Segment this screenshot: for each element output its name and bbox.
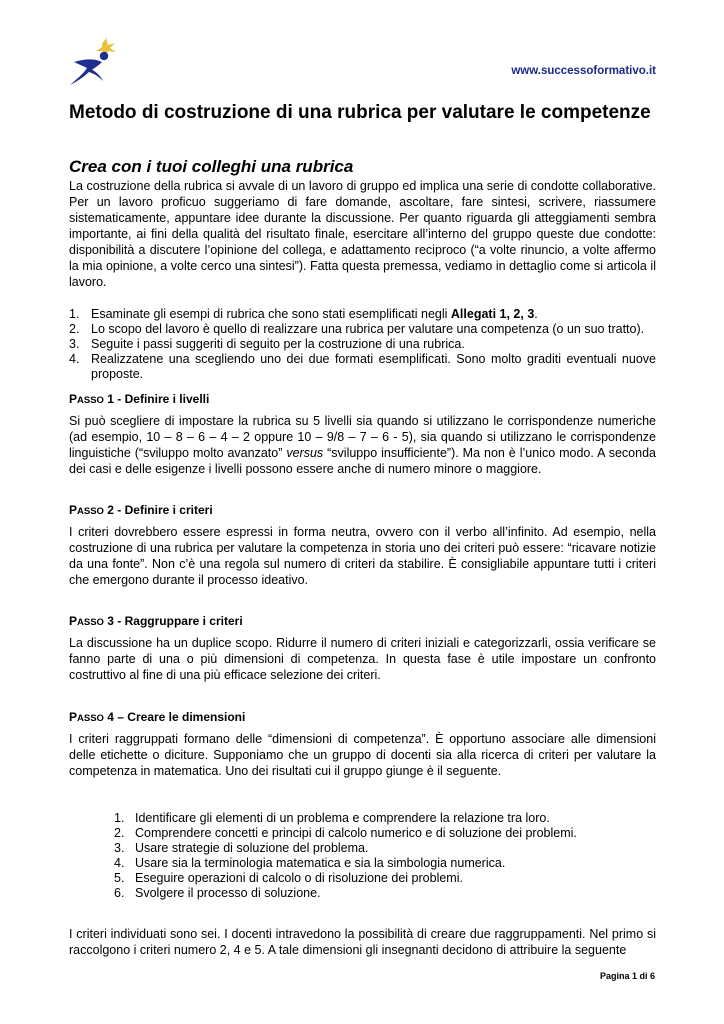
step-3-paragraph: La discussione ha un duplice scopo. Ridurre il numero di criteri iniziali e categorizzarli, ossia verificare se fanno parte di una o più dimensioni di competenza. In questa fase è utile impostare un confronto costruttivo al fine di una più efficace selezione dei criteri. [69, 636, 656, 682]
intro-paragraph: La costruzione della rubrica si avvale di un lavoro di gruppo ed implica una serie di condotte collaborative. Per un lavoro proficuo suggeriamo di fare domande, ascoltare, fare sintesi, scrivere, riassumere sistematicamente, appuntare idee durante la discussione. Per quanto riguarda gli atteggiamenti sembra importante, ai fini della qualità del risultato finale, esercitare all’interno del gruppo queste due condotte: disponibilità a discutere l’opinione del collega, e adattamento reciproco (“a volte rinuncio, a volte affermo la mia opinione, a volte cerco una sintesi”). Fatta questa premessa, vediamo in dettaglio come si articola il lavoro. [69, 179, 656, 289]
page-number: Pagina 1 di 6 [599, 971, 655, 981]
site-url-link[interactable]: www.successoformativo.it [511, 65, 656, 77]
step-4-heading: PASSO 4 – Creare le dimensioni [69, 710, 246, 724]
criteria-list [114, 811, 656, 901]
step-4-paragraph: I criteri raggruppati formano delle “dimensioni di competenza”. È opportuno associare alle dimensioni delle etichette o diciture. Supponiamo che un gruppo di docenti sia alla ricerca di criteri per valutare la competenza in matematica. Uno dei risultati cui il gruppo giunge è il seguente. [69, 732, 656, 778]
document-title: Metodo di costruzione di una rubrica per valutare le competenze [69, 102, 651, 123]
closing-paragraph: I criteri individuati sono sei. I docenti intravedono la possibilità di creare due raggruppamenti. Nel primo si raccolgono i criteri numero 2, 4 e 5. A tale dimensioni gli insegnanti decidono di attribuire la seguente [69, 927, 656, 957]
successo-formativo-logo-icon [66, 38, 126, 88]
list-item: 4. Usare sia la terminologia matematica e sia la simbologia numerica. [114, 856, 506, 870]
list-item: 3. Seguite i passi suggeriti di seguito per la costruzione di una rubrica. [69, 337, 465, 351]
step-2-paragraph: I criteri dovrebbero essere espressi in forma neutra, ovvero con il verbo all’infinito. Ad esempio, nella costruzione di una rubrica per valutare la competenza in storia uno dei criteri può essere: “ricavare notizie da una fonte”. Non c’è una regola sul numero di criteri da stabilire. È consigliabile appuntare tutti i criteri che emergono durante il processo ideativo. [69, 525, 656, 587]
step-1-paragraph: Si può scegliere di impostare la rubrica su 5 livelli sia quando si utilizzano le corrispondenze numeriche (ad esempio, 10 – 8 – 6 – 4 – 2 oppure 10 – 9/8 – 7 – 6 - 5), sia quando si utilizzano le corrispondenze linguistiche (“sviluppo molto avanzato” versus “sviluppo insufficiente”). Ma non è l’unico modo. A seconda dei casi e delle esigenze i livelli possono essere anche di numero minore o maggiore. [69, 414, 656, 476]
list-item: 4. Realizzatene una scegliendo uno dei due formati esemplificati. Sono molto graditi eventuali nuove proposte. [69, 352, 656, 381]
list-item: 1. Identificare gli elementi di un problema e comprendere la relazione tra loro. [114, 811, 550, 825]
list-item: 2. Comprendere concetti e principi di calcolo numerico e di soluzione dei problemi. [114, 826, 577, 840]
list-item: 6. Svolgere il processo di soluzione. [114, 886, 321, 900]
list-item: 3. Usare strategie di soluzione del problema. [114, 841, 369, 855]
list-item: 5. Eseguire operazioni di calcolo o di risoluzione dei problemi. [114, 871, 463, 885]
list-item: 1. Esaminate gli esempi di rubrica che sono stati esemplificati negli Allegati 1, 2, 3. [69, 307, 538, 321]
list-item: 2. Lo scopo del lavoro è quello di realizzare una rubrica per valutare una competenza (o un suo tratto). [69, 322, 645, 336]
instructions-list [69, 307, 656, 382]
section-heading: Crea con i tuoi colleghi una rubrica [69, 157, 354, 176]
step-3-heading: PASSO 3 - Raggruppare i criteri [69, 614, 243, 628]
step-2-heading: PASSO 2 - Definire i criteri [69, 503, 213, 517]
step-1-heading: PASSO 1 - Definire i livelli [69, 392, 210, 406]
document-body [69, 101, 656, 958]
